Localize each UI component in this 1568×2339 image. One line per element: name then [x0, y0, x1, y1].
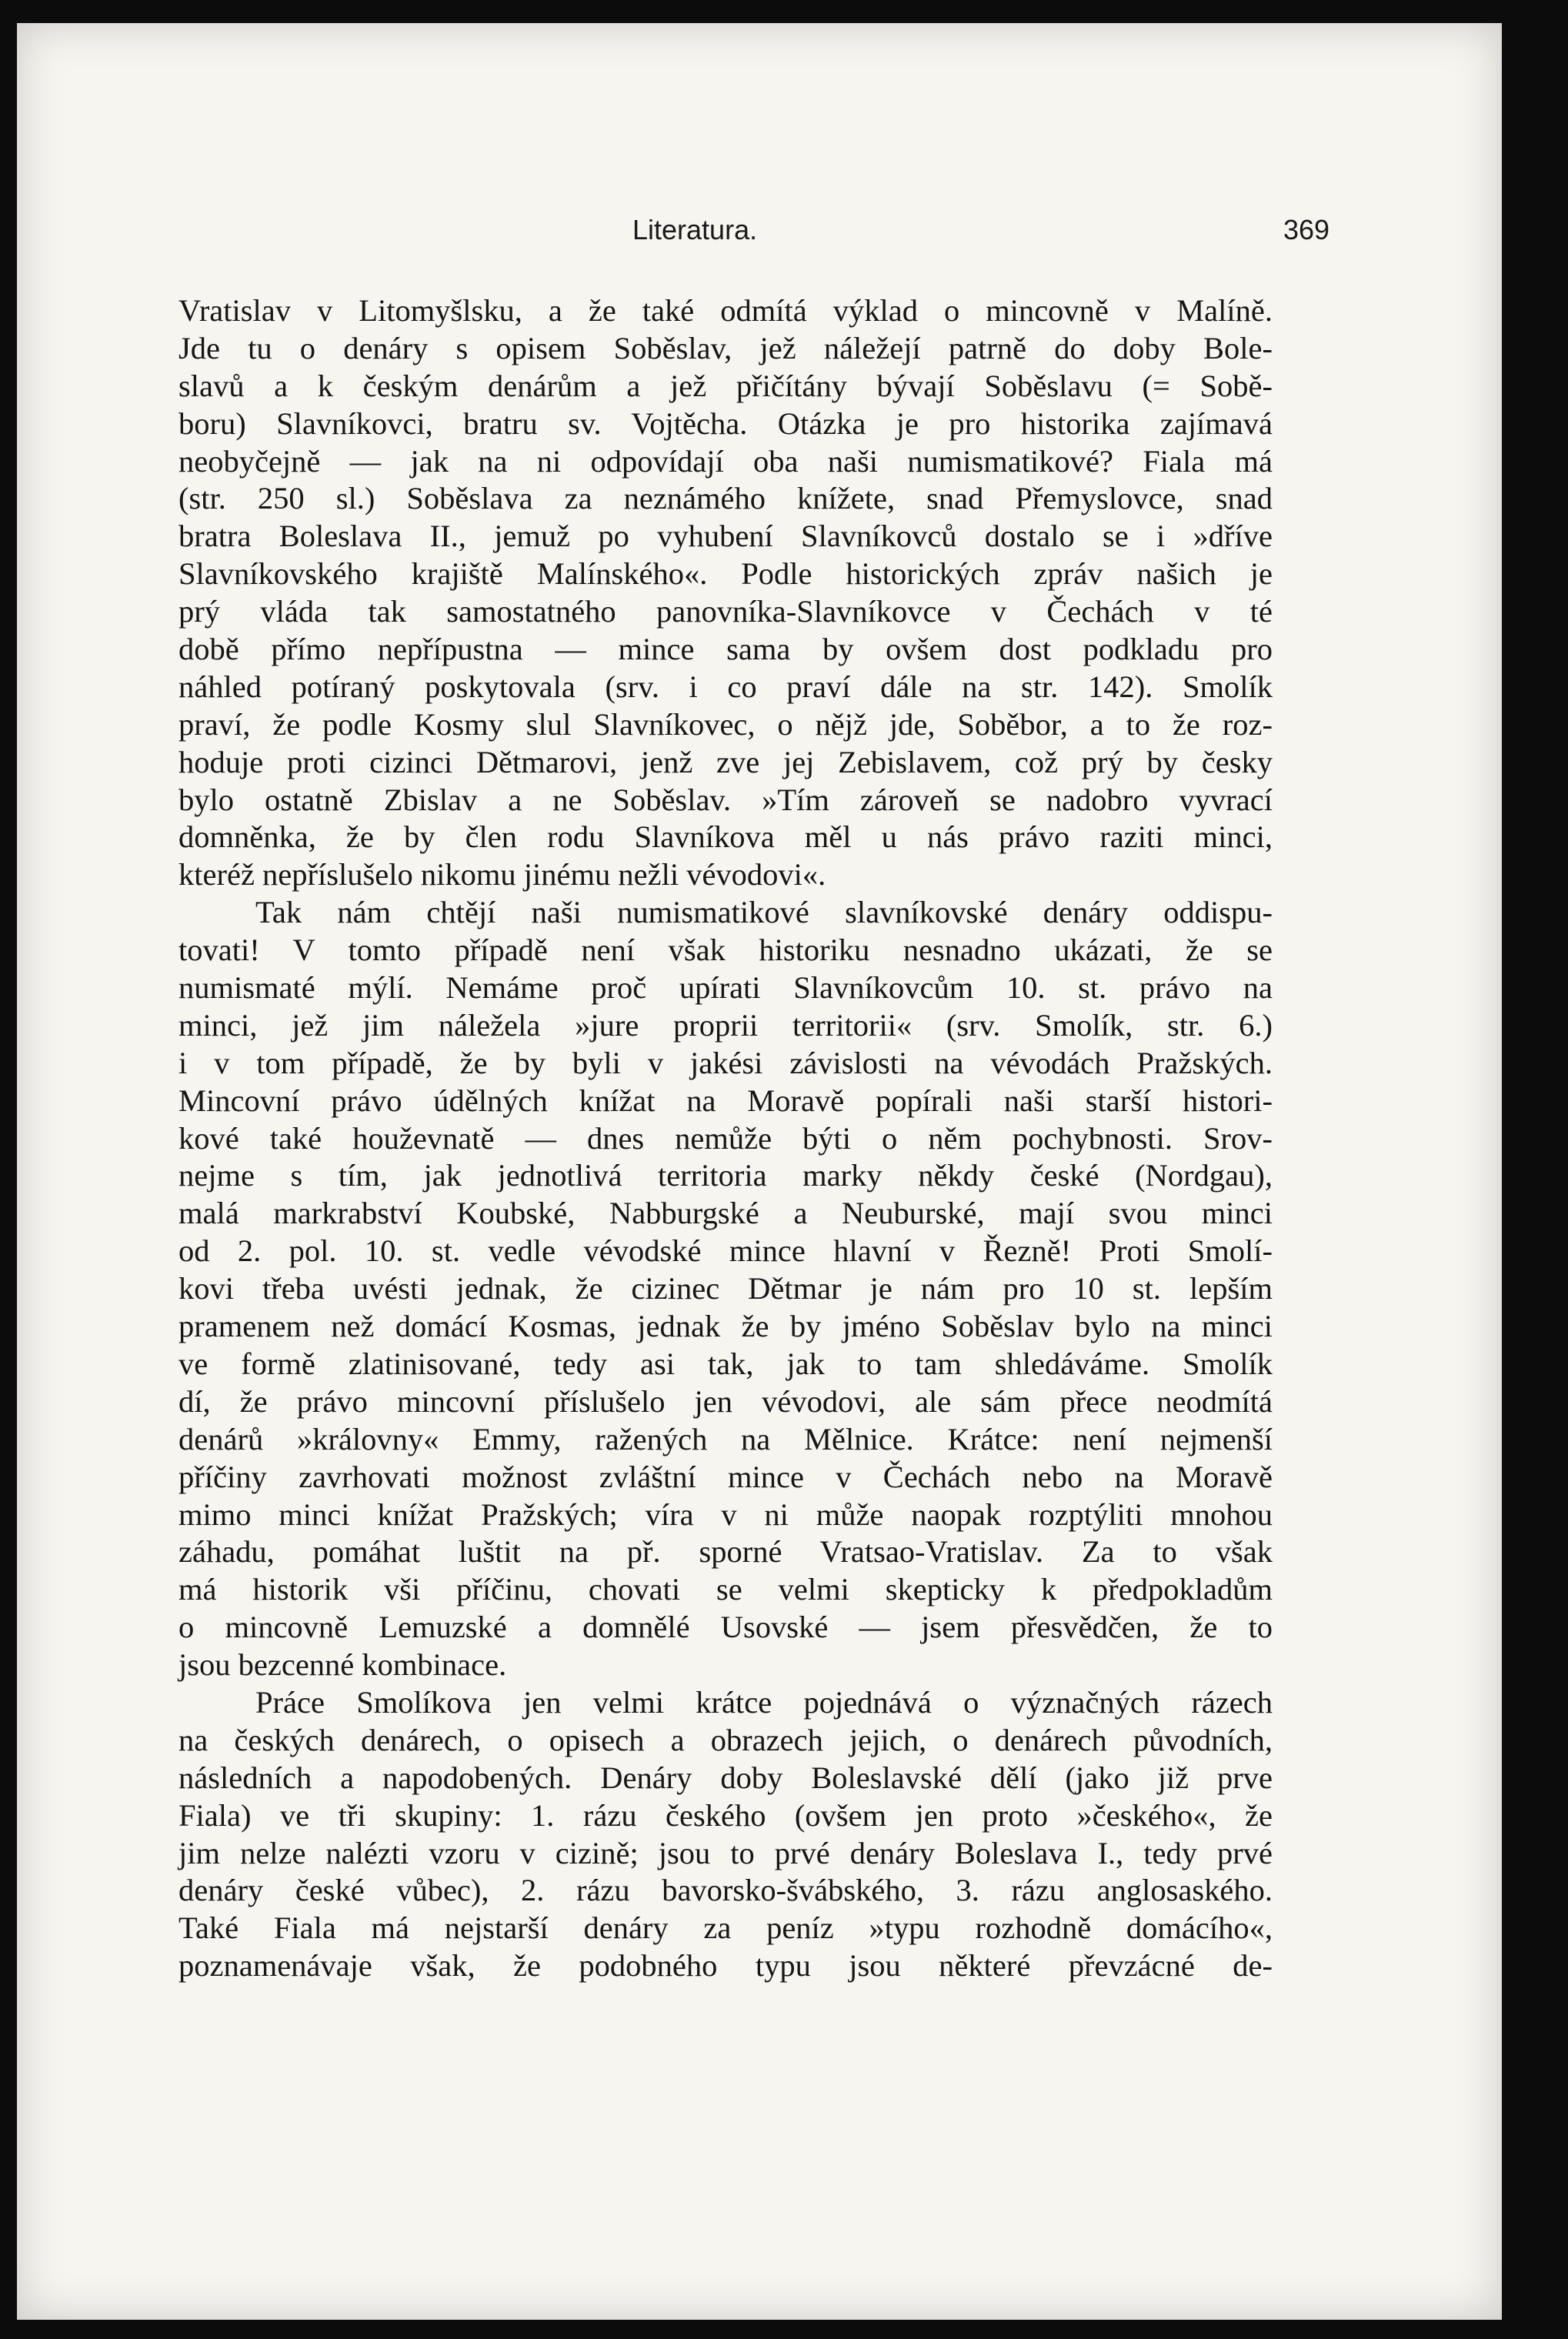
text-line: následních a napodobených. Denáry doby Boleslavské dělí (jako již prve: [178, 1760, 1273, 1795]
text-line: numismaté mýlí. Nemáme proč upírati Slavníkovcům 10. st. právo na: [178, 970, 1273, 1006]
text-line: i v tom případě, že by byli v jakési závislosti na vévodách Pražských.: [178, 1045, 1273, 1080]
text-line: Jde tu o denáry s opisem Soběslav, jež náležejí patrně do doby Bole-: [178, 330, 1273, 365]
text-line: záhadu, pomáhat luštit na př. sporné Vratsao-Vratislav. Za to však: [178, 1534, 1273, 1570]
text-line: denárů »královny« Emmy, ražených na Mělnice. Krátce: není nejmenší: [178, 1421, 1273, 1456]
text-line: domněnka, že by člen rodu Slavníkova měl u nás právo raziti minci,: [178, 819, 1273, 855]
text-line: pramenem než domácí Kosmas, jednak že by jméno Soběslav bylo na minci: [178, 1309, 1273, 1344]
text-line: mimo minci knížat Pražských; víra v ni může naopak rozptýliti mnohou: [178, 1496, 1273, 1532]
text-line: slavů a k českým denárům a jež přičítány bývají Soběslavu (= Sobě-: [178, 368, 1273, 403]
text-line: (str. 250 sl.) Soběslava za neznámého knížete, snad Přemyslovce, snad: [178, 481, 1273, 516]
text-line: kové také houževnatě — dnes nemůže býti o něm pochybnosti. Srov-: [178, 1120, 1273, 1156]
text-line: o mincovně Lemuzské a domnělé Usovské — jsem přesvědčen, že to: [178, 1610, 1273, 1645]
text-line: ve formě zlatinisované, tedy asi tak, jak to tam shledáváme. Smolík: [178, 1346, 1273, 1381]
text-line: Práce Smolíkova jen velmi krátce pojednává o význačných rázech: [255, 1684, 1273, 1720]
text-line: příčiny zavrhovati možnost zvláštní mince v Čechách nebo na Moravě: [178, 1459, 1273, 1494]
text-line: prý vláda tak samostatného panovníka-Slavníkovce v Čechách v té: [178, 594, 1273, 629]
text-line: bratra Boleslava II., jemuž po vyhubení Slavníkovců dostalo se i »dříve: [178, 519, 1273, 554]
page-number: 369: [1283, 214, 1330, 245]
text-line: neobyčejně — jak na ni odpovídají oba naši numismatikové? Fiala má: [178, 443, 1273, 479]
text-line: Také Fiala má nejstarší denáry za peníz »typu rozhodně domácího«,: [178, 1910, 1273, 1946]
text-line: kteréž nepříslušelo nikomu jinému nežli vévodovi«.: [178, 857, 826, 893]
text-line: malá markrabství Koubské, Nabburgské a Neuburské, mají svou minci: [178, 1196, 1273, 1231]
text-line: má historik vši příčinu, chovati se velmi skepticky k předpokladům: [178, 1572, 1273, 1607]
text-line: Tak nám chtějí naši numismatikové slavníkovské denáry oddispu-: [255, 895, 1273, 930]
text-line: poznamenávaje však, že podobného typu jsou některé převzácné de-: [178, 1948, 1273, 1984]
text-line: denáry české vůbec), 2. rázu bavorsko-švábského, 3. rázu anglosaského.: [178, 1873, 1273, 1908]
text-line: minci, jež jim náležela »jure proprii territorii« (srv. Smolík, str. 6.): [178, 1007, 1273, 1043]
text-line: bylo ostatně Zbislav a ne Soběslav. »Tím zároveň se nadobro vyvrací: [178, 782, 1273, 817]
text-line: nejme s tím, jak jednotlivá territoria marky někdy české (Nordgau),: [178, 1158, 1273, 1193]
running-header: [17, 214, 1502, 260]
text-line: Fiala) ve tři skupiny: 1. rázu českého (ovšem jen proto »českého«, že: [178, 1797, 1273, 1833]
text-line: dí, že právo mincovní příslušelo jen vévodovi, ale sám přece neodmítá: [178, 1383, 1273, 1419]
text-line: na českých denárech, o opisech a obrazech jejich, o denárech původních,: [178, 1722, 1273, 1757]
text-line: tovati! V tomto případě není však historiku nesnadno ukázati, že se: [178, 933, 1273, 968]
text-line: jsou bezcenné kombinace.: [178, 1647, 507, 1683]
text-line: době přímo nepřípustna — mince sama by ovšem dost podkladu pro: [178, 632, 1273, 667]
text-line: kovi třeba uvésti jednak, že cizinec Dětmar je nám pro 10 st. lepším: [178, 1271, 1273, 1306]
text-line: od 2. pol. 10. st. vedle vévodské mince hlavní v Řezně! Proti Smolí-: [178, 1233, 1273, 1269]
body-text: [178, 292, 1273, 1985]
text-line: praví, že podle Kosmy slul Slavníkovec, o nějž jde, Soběbor, a to že roz-: [178, 706, 1273, 742]
text-line: Vratislav v Litomyšlsku, a že také odmítá výklad o mincovně v Malíně.: [178, 293, 1273, 328]
text-line: Mincovní právo údělných knížat na Moravě popírali naši starší histori-: [178, 1083, 1273, 1118]
text-line: náhled potíraný poskytovala (srv. i co praví dále na str. 142). Smolík: [178, 669, 1273, 704]
text-line: jim nelze nalézti vzoru v cizině; jsou to prvé denáry Boleslava I., tedy prvé: [178, 1835, 1273, 1870]
running-title: Literatura.: [632, 214, 758, 245]
text-line: hoduje proti cizinci Dětmarovi, jenž zve jej Zebislavem, což prý by česky: [178, 744, 1273, 779]
text-line: boru) Slavníkovci, bratru sv. Vojtěcha. Otázka je pro historika zajímavá: [178, 405, 1273, 441]
scanned-page: [17, 23, 1502, 2320]
text-line: Slavníkovského krajiště Malínského«. Podle historických zpráv našich je: [178, 556, 1273, 592]
